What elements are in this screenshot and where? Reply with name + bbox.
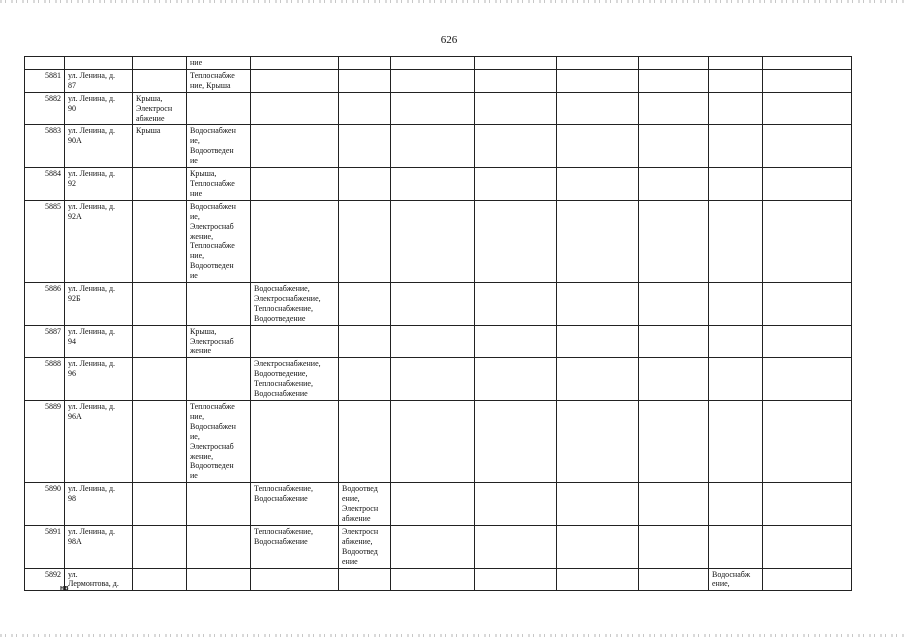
table-row — [25, 401, 852, 483]
cell-col11: Водоснабж ение, — [709, 568, 763, 591]
cell-col10 — [639, 325, 709, 358]
cell-col12 — [763, 283, 852, 326]
cell-col4: Теплоснабже ние, Водоснабжен ие, Электроснаб жение, Водоотведен ие — [187, 401, 251, 483]
cell-id: 5885 — [25, 200, 65, 282]
cell-col10 — [639, 358, 709, 401]
cell-col3 — [133, 483, 187, 526]
page-number: 626 — [440, 34, 458, 46]
cell-col5: Теплоснабжение, Водоснабжение — [251, 483, 339, 526]
cell-col7 — [391, 358, 475, 401]
cell-address: ул. Ленина, д. 94 — [65, 325, 133, 358]
cell-col4: Крыша, Теплоснабже ние — [187, 168, 251, 201]
cell-col12 — [763, 483, 852, 526]
cell-id: 5888 — [25, 358, 65, 401]
cell-col12 — [763, 325, 852, 358]
cell-col5: Электроснабжение, Водоотведение, Теплоснабжение, Водоснабжение — [251, 358, 339, 401]
table-row — [25, 200, 852, 282]
cell-col12 — [763, 57, 852, 70]
cell-col5 — [251, 69, 339, 92]
cell-col9 — [557, 525, 639, 568]
cell-col4 — [187, 525, 251, 568]
scan-edge-top — [0, 0, 905, 3]
cell-col5 — [251, 325, 339, 358]
cell-col3 — [133, 525, 187, 568]
footer-mark: нв — [60, 585, 69, 592]
table-row — [25, 92, 852, 125]
cell-col3 — [133, 358, 187, 401]
cell-col10 — [639, 283, 709, 326]
table-row — [25, 483, 852, 526]
cell-col6: Водоотвед ение, Электросн абжение — [339, 483, 391, 526]
cell-col7 — [391, 325, 475, 358]
cell-id: 5882 — [25, 92, 65, 125]
cell-address: ул. Ленина, д. 87 — [65, 69, 133, 92]
cell-id — [25, 57, 65, 70]
cell-col11 — [709, 401, 763, 483]
cell-col4 — [187, 92, 251, 125]
cell-col4: Теплоснабже ние, Крыша — [187, 69, 251, 92]
cell-address: ул. Ленина, д. 92А — [65, 200, 133, 282]
cell-col3 — [133, 283, 187, 326]
cell-address: ул. Ленина, д. 96 — [65, 358, 133, 401]
cell-col12 — [763, 168, 852, 201]
cell-col10 — [639, 125, 709, 168]
cell-address: ул. Ленина, д. 90А — [65, 125, 133, 168]
cell-col12 — [763, 401, 852, 483]
cell-col3 — [133, 568, 187, 591]
table-row — [25, 283, 852, 326]
cell-address: ул. Лермонтова, д. — [65, 568, 133, 591]
cell-col4: Водоснабжен ие, Водоотведен ие — [187, 125, 251, 168]
cell-col11 — [709, 525, 763, 568]
cell-col4: Водоснабжен ие, Электроснаб жение, Теплоснабже ние, Водоотведен ие — [187, 200, 251, 282]
table-row — [25, 525, 852, 568]
cell-col7 — [391, 401, 475, 483]
cell-address: ул. Ленина, д. 92Б — [65, 283, 133, 326]
cell-col5 — [251, 57, 339, 70]
cell-col7 — [391, 283, 475, 326]
cell-address: ул. Ленина, д. 90 — [65, 92, 133, 125]
cell-col10 — [639, 401, 709, 483]
cell-col9 — [557, 283, 639, 326]
cell-col9 — [557, 568, 639, 591]
cell-col12 — [763, 525, 852, 568]
cell-col4 — [187, 283, 251, 326]
cell-col4: ние — [187, 57, 251, 70]
cell-col7 — [391, 168, 475, 201]
cell-col6 — [339, 200, 391, 282]
cell-col9 — [557, 57, 639, 70]
cell-id: 5887 — [25, 325, 65, 358]
cell-col10 — [639, 568, 709, 591]
cell-col3 — [133, 325, 187, 358]
cell-col9 — [557, 401, 639, 483]
cell-col12 — [763, 92, 852, 125]
cell-col11 — [709, 483, 763, 526]
table-row — [25, 125, 852, 168]
table-row — [25, 358, 852, 401]
cell-col6: Электросн абжение, Водоотвед ение — [339, 525, 391, 568]
cell-address — [65, 57, 133, 70]
cell-col5: Водоснабжение, Электроснабжение, Теплоснабжение, Водоотведение — [251, 283, 339, 326]
cell-col9 — [557, 358, 639, 401]
cell-col6 — [339, 125, 391, 168]
cell-col8 — [475, 401, 557, 483]
cell-col5 — [251, 168, 339, 201]
cell-col5 — [251, 92, 339, 125]
cell-id: 5891 — [25, 525, 65, 568]
cell-col8 — [475, 69, 557, 92]
cell-col12 — [763, 200, 852, 282]
cell-col11 — [709, 200, 763, 282]
table-row — [25, 568, 852, 591]
cell-col12 — [763, 358, 852, 401]
cell-col3 — [133, 57, 187, 70]
cell-col8 — [475, 125, 557, 168]
table-row — [25, 168, 852, 201]
cell-id: 5889 — [25, 401, 65, 483]
cell-col11 — [709, 57, 763, 70]
cell-col8 — [475, 168, 557, 201]
cell-col7 — [391, 483, 475, 526]
cell-col6 — [339, 69, 391, 92]
cell-col9 — [557, 125, 639, 168]
cell-col4 — [187, 568, 251, 591]
cell-col12 — [763, 125, 852, 168]
cell-col5 — [251, 200, 339, 282]
cell-col7 — [391, 568, 475, 591]
cell-col10 — [639, 92, 709, 125]
cell-col6 — [339, 325, 391, 358]
cell-col5 — [251, 401, 339, 483]
cell-col7 — [391, 200, 475, 282]
cell-col10 — [639, 483, 709, 526]
cell-col11 — [709, 283, 763, 326]
cell-id: 5886 — [25, 283, 65, 326]
cell-address: ул. Ленина, д. 98А — [65, 525, 133, 568]
cell-col11 — [709, 69, 763, 92]
cell-col8 — [475, 283, 557, 326]
cell-col11 — [709, 92, 763, 125]
cell-col6 — [339, 401, 391, 483]
cell-col6 — [339, 568, 391, 591]
cell-col4 — [187, 358, 251, 401]
cell-address: ул. Ленина, д. 98 — [65, 483, 133, 526]
table-row — [25, 69, 852, 92]
cell-col9 — [557, 69, 639, 92]
cell-col11 — [709, 358, 763, 401]
cell-col8 — [475, 525, 557, 568]
cell-col3: Крыша, Электросн абжение — [133, 92, 187, 125]
cell-col7 — [391, 525, 475, 568]
cell-col3 — [133, 69, 187, 92]
cell-id: 5883 — [25, 125, 65, 168]
cell-col9 — [557, 168, 639, 201]
cell-col5 — [251, 125, 339, 168]
cell-col5 — [251, 568, 339, 591]
cell-col6 — [339, 57, 391, 70]
cell-id: 5890 — [25, 483, 65, 526]
cell-col8 — [475, 57, 557, 70]
cell-col12 — [763, 568, 852, 591]
cell-col9 — [557, 483, 639, 526]
cell-col7 — [391, 125, 475, 168]
cell-id: 5892 — [25, 568, 65, 591]
cell-col3: Крыша — [133, 125, 187, 168]
cell-col7 — [391, 92, 475, 125]
cell-col8 — [475, 325, 557, 358]
cell-col9 — [557, 92, 639, 125]
cell-col11 — [709, 325, 763, 358]
cell-id: 5881 — [25, 69, 65, 92]
cell-col6 — [339, 358, 391, 401]
cell-col4 — [187, 483, 251, 526]
cell-address: ул. Ленина, д. 92 — [65, 168, 133, 201]
cell-col11 — [709, 168, 763, 201]
cell-col4: Крыша, Электроснаб жение — [187, 325, 251, 358]
cell-col10 — [639, 57, 709, 70]
cell-col6 — [339, 168, 391, 201]
cell-col10 — [639, 525, 709, 568]
cell-col8 — [475, 200, 557, 282]
cell-id: 5884 — [25, 168, 65, 201]
cell-col10 — [639, 69, 709, 92]
table-row — [25, 325, 852, 358]
cell-address: ул. Ленина, д. 96А — [65, 401, 133, 483]
cell-col3 — [133, 168, 187, 201]
cell-col5: Теплоснабжение, Водоснабжение — [251, 525, 339, 568]
repair-register-table — [24, 56, 852, 591]
cell-col3 — [133, 401, 187, 483]
cell-col3 — [133, 200, 187, 282]
cell-col11 — [709, 125, 763, 168]
cell-col9 — [557, 325, 639, 358]
cell-col12 — [763, 69, 852, 92]
cell-col9 — [557, 200, 639, 282]
cell-col6 — [339, 283, 391, 326]
cell-col7 — [391, 69, 475, 92]
cell-col10 — [639, 200, 709, 282]
cell-col8 — [475, 483, 557, 526]
scan-edge-bottom — [0, 634, 905, 637]
cell-col8 — [475, 92, 557, 125]
cell-col6 — [339, 92, 391, 125]
cell-col7 — [391, 57, 475, 70]
cell-col8 — [475, 568, 557, 591]
cell-col8 — [475, 358, 557, 401]
table-row — [25, 57, 852, 70]
cell-col10 — [639, 168, 709, 201]
